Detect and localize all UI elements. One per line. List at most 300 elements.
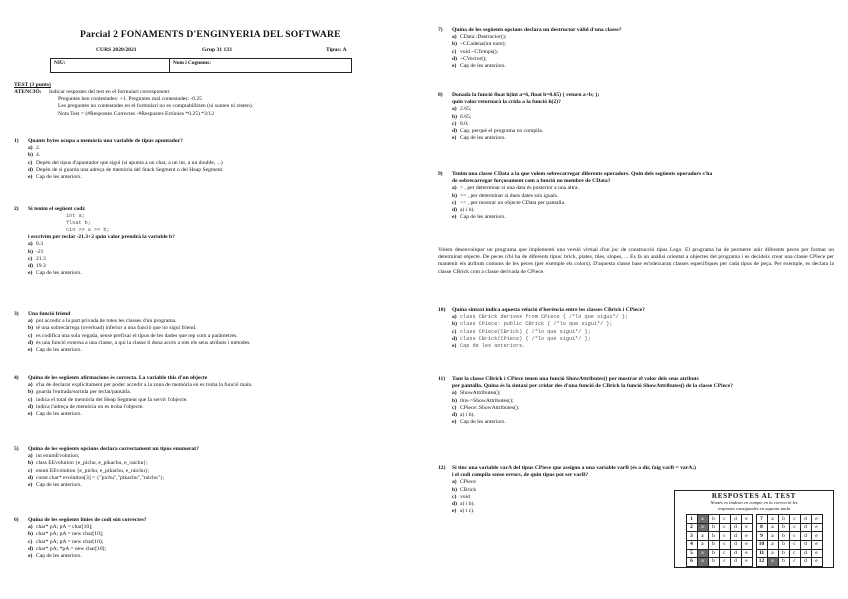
- question-text: Quina de les següents afirmacions és correcta. La variable this d'un objecte: [28, 375, 208, 381]
- option-text: 2.65;: [460, 106, 472, 113]
- name-field[interactable]: Nom i Cognoms:: [170, 59, 352, 73]
- option-letter: c): [28, 538, 33, 545]
- option-letter: a): [452, 479, 457, 486]
- answer-cell[interactable]: a: [767, 532, 778, 541]
- answer-option[interactable]: [14, 270, 410, 277]
- option-text: 19.3: [36, 263, 46, 270]
- option-text: 2.: [36, 145, 41, 152]
- option-text: és una funció externa a una classe, a qui la classe li dona accés a tots els seus atributs i mètodes.: [36, 339, 251, 346]
- question-text: Si tenim el següent codi:: [28, 206, 86, 212]
- answer-cell[interactable]: a: [767, 515, 778, 524]
- option-letter: c): [452, 493, 457, 500]
- option-text: s'ha de declarar explícitament per poder accedir a la zona de memòria en es troba la funció main.: [36, 382, 253, 389]
- option-text: a) i b).: [460, 207, 475, 214]
- answer-cell[interactable]: e: [741, 515, 752, 524]
- question-number-cell: 12: [756, 558, 767, 567]
- option-text: CBrick: [460, 486, 477, 493]
- option-text: char* pA; pA = new char(10);: [36, 538, 104, 545]
- answer-cell[interactable]: c: [719, 532, 730, 541]
- question-number-cell: 4: [686, 540, 697, 549]
- answer-cell[interactable]: d: [800, 523, 811, 532]
- answer-option[interactable]: [14, 546, 410, 553]
- answer-option[interactable]: [438, 114, 834, 121]
- option-text: class EEvolution {e_pichu, e_pikachu, e_raichu};: [36, 460, 148, 467]
- option-letter: a): [28, 241, 33, 248]
- answer-option[interactable]: [14, 333, 410, 340]
- answer-option[interactable]: [14, 340, 410, 347]
- option-letter: e): [28, 411, 33, 418]
- question-1: [14, 138, 410, 181]
- question-number: 11): [438, 376, 446, 382]
- option-letter: b): [28, 389, 33, 396]
- responses-row: [686, 523, 822, 532]
- question-4: [14, 375, 410, 418]
- answer-cell[interactable]: b: [778, 532, 789, 541]
- question-7: [438, 27, 834, 70]
- exam-title: Parcial 2 FONAMENTS D'ENGINYERIA DEL SOFTWARE: [80, 29, 341, 40]
- option-letter: b): [452, 321, 457, 328]
- answer-cell[interactable]: e: [811, 532, 822, 541]
- option-text: enum EEvolution {e_pichu, e_pikachu, e_raichu};: [36, 467, 150, 474]
- option-text: pot accedir a la part privada de totes les classes d'un programa.: [36, 318, 177, 325]
- answer-option[interactable]: [14, 347, 410, 354]
- option-letter: c): [452, 404, 457, 411]
- option-text: 0.3: [36, 241, 43, 248]
- attention-line: Preguntes ben contestades: +1. Preguntes mal contestades: -0.25: [58, 96, 203, 103]
- question-2: [14, 206, 410, 277]
- option-letter: b): [452, 397, 457, 404]
- option-text: void ~CTemps();: [460, 48, 499, 55]
- answer-option[interactable]: [438, 390, 834, 397]
- answer-cell[interactable]: d: [730, 540, 741, 549]
- answer-option[interactable]: [14, 167, 410, 174]
- option-letter: a): [452, 314, 457, 321]
- answer-cell[interactable]: c: [719, 515, 730, 524]
- question-number: 7): [438, 27, 443, 33]
- option-text: class CBrick(CPiece) { /*lo que sigui*/ };: [460, 335, 591, 342]
- option-text: ~CCadena(int num);: [460, 41, 507, 48]
- option-letter: b): [28, 460, 33, 467]
- option-text: Cap de les anteriors.: [36, 411, 82, 418]
- option-text: a) i c).: [460, 508, 475, 515]
- answer-cell[interactable]: e: [811, 558, 822, 567]
- answer-cell[interactable]: b: [708, 540, 719, 549]
- question-number: 10): [438, 307, 446, 313]
- answer-cell[interactable]: a: [697, 558, 708, 567]
- option-text: CData::Destructor();: [460, 34, 507, 41]
- answer-cell[interactable]: a: [697, 549, 708, 558]
- answer-option[interactable]: [14, 531, 410, 538]
- question-text: Quina sintaxi indica aquesta relació d'herència entre les classes CBrick i CPiece?: [452, 307, 645, 313]
- option-text: guarda l'entrada/sortida per teclat/pantalla.: [36, 389, 132, 396]
- answer-cell[interactable]: b: [778, 558, 789, 567]
- answer-cell[interactable]: e: [811, 540, 822, 549]
- answer-cell[interactable]: a: [767, 540, 778, 549]
- option-letter: e): [28, 347, 33, 354]
- answer-option[interactable]: [438, 336, 834, 343]
- option-text: indica l'adreça de memòria on es troba l'objecte.: [36, 403, 144, 410]
- answer-option[interactable]: [438, 214, 834, 221]
- answer-cell[interactable]: d: [730, 523, 741, 532]
- course-label: CURS 2020/2021: [96, 47, 137, 53]
- answer-cell[interactable]: e: [811, 549, 822, 558]
- answer-cell[interactable]: b: [778, 549, 789, 558]
- answer-cell[interactable]: c: [789, 523, 800, 532]
- answer-cell[interactable]: d: [800, 540, 811, 549]
- question-text-cont: per pantalla. Quina és la sintaxi per cridar des d'una funció de CBrick la funció ShowAttributes() de la classe CPiece?: [452, 383, 733, 390]
- answer-cell[interactable]: c: [789, 558, 800, 567]
- group-label: Grup 31 133: [202, 47, 232, 53]
- option-letter: a): [452, 106, 457, 113]
- option-text: indica el total de memòria del Heap Segment que fa servir l'objecte.: [36, 396, 188, 403]
- answer-option[interactable]: [438, 419, 834, 426]
- answer-option[interactable]: [14, 152, 410, 159]
- question-10: [438, 307, 834, 350]
- answer-option[interactable]: [14, 325, 410, 332]
- option-text: 21.3: [36, 255, 46, 262]
- option-letter: d): [452, 335, 457, 342]
- question-number-cell: 11: [756, 549, 767, 558]
- answer-cell[interactable]: c: [789, 540, 800, 549]
- option-text: 8.0;: [460, 120, 469, 127]
- answer-cell[interactable]: c: [719, 523, 730, 532]
- answer-cell[interactable]: a: [697, 523, 708, 532]
- question-text: Tant la classe CBrick i CPiece tenen una funció ShowAttributes() per mostrar el valor dels seus atributs: [452, 376, 699, 382]
- option-letter: d): [452, 207, 457, 214]
- option-text: Cap de les anteriors.: [460, 343, 526, 350]
- answer-cell[interactable]: b: [778, 515, 789, 524]
- question-text-cont: de sobrecarregar forçosament com a funció no membre de CData?: [452, 178, 611, 185]
- option-letter: d): [28, 339, 33, 346]
- answer-option[interactable]: [438, 106, 834, 113]
- answer-option[interactable]: [438, 185, 834, 192]
- answer-option[interactable]: [438, 63, 834, 70]
- option-letter: e): [452, 419, 457, 426]
- responses-row: [686, 549, 822, 558]
- question-text: Donada la funció float h(int a=6, float b=0.65) { return a+b; };: [452, 92, 600, 98]
- option-text: class CBrick derives from CPiece { /*lo que sigui*/ };: [460, 314, 629, 321]
- question-number: 4): [14, 375, 19, 381]
- question-5: [14, 446, 410, 489]
- responses-row: [686, 515, 822, 524]
- answer-option[interactable]: [438, 41, 834, 48]
- option-text: CPiece: [460, 479, 476, 486]
- question-number: 2): [14, 206, 19, 212]
- question-text: Si tinc una variable varA del tipus CPiece que assigno a una variable varB (és a dir, faig varB = varA;): [452, 465, 696, 471]
- answer-cell[interactable]: c: [789, 549, 800, 558]
- option-text: void: [460, 493, 470, 500]
- answer-cell[interactable]: c: [719, 549, 730, 558]
- option-letter: b): [28, 248, 33, 255]
- answer-cell[interactable]: d: [800, 558, 811, 567]
- question-number-cell: 10: [756, 540, 767, 549]
- question-number: 6): [14, 517, 19, 523]
- question-text-cont: i el codi compila sense errors, de quin tipus pot ser varB?: [452, 472, 589, 479]
- question-number-cell: 9: [756, 532, 767, 541]
- option-text: es codifica una sola vegada, sense prefixar el tipus de les dades que rep com a paràmetres.: [36, 332, 238, 339]
- responses-row: [686, 532, 822, 541]
- question-9: [438, 171, 834, 221]
- answer-option[interactable]: [14, 404, 410, 411]
- question-number: 12): [438, 465, 446, 471]
- responses-box: [674, 490, 834, 568]
- option-text: Cap de les anteriors.: [36, 174, 82, 181]
- option-letter: a): [452, 390, 457, 397]
- option-text: Cap de les anteriors.: [36, 270, 82, 277]
- option-text: Cap de les anteriors.: [36, 482, 82, 489]
- responses-title: RESPOSTES AL TEST: [711, 492, 797, 500]
- answer-cell[interactable]: c: [789, 532, 800, 541]
- answer-cell[interactable]: a: [697, 515, 708, 524]
- option-text: class CPiece(CBrick) { /*lo que sigui*/ };: [460, 328, 591, 335]
- answer-cell[interactable]: e: [741, 540, 752, 549]
- option-text: char* pA; pA = char[10];: [36, 524, 93, 531]
- option-text: -21: [36, 248, 44, 255]
- option-letter: a): [28, 145, 33, 152]
- option-text: char* pA; *pA = new char[10];: [36, 545, 107, 552]
- responses-note: Només es tindran en compte en la correcció les: [710, 500, 798, 506]
- question-number-cell: 5: [686, 549, 697, 558]
- option-letter: c): [28, 396, 33, 403]
- answer-cell[interactable]: d: [730, 515, 741, 524]
- answer-option[interactable]: [14, 460, 410, 467]
- answer-cell[interactable]: d: [800, 549, 811, 558]
- question-number-cell: 3: [686, 532, 697, 541]
- option-letter: c): [452, 199, 457, 206]
- option-text: Cap, perquè el programa no compila.: [460, 128, 544, 135]
- option-letter: e): [28, 174, 33, 181]
- option-text: int enumEvolution;: [36, 453, 80, 460]
- answer-cell[interactable]: c: [719, 558, 730, 567]
- answer-cell[interactable]: a: [697, 532, 708, 541]
- niu-field[interactable]: NIU:: [51, 59, 170, 73]
- option-letter: a): [28, 318, 33, 325]
- answer-cell[interactable]: e: [741, 549, 752, 558]
- question-text: Quina de les següents opcions declara correctament un tipus enumerat?: [28, 446, 199, 452]
- question-11: [438, 376, 834, 426]
- option-letter: d): [28, 545, 33, 552]
- question-text: Tenim una classe CData a la que volem sobrecarregar diferents operadors. Quin dels següents operadors s'ha: [452, 171, 713, 177]
- option-letter: a): [452, 34, 457, 41]
- option-letter: b): [452, 113, 457, 120]
- answer-option[interactable]: [438, 49, 834, 56]
- option-letter: d): [452, 501, 457, 508]
- option-text: << , per mostrar un objecte CData per pantalla.: [460, 199, 566, 206]
- answer-cell[interactable]: b: [778, 523, 789, 532]
- answer-option[interactable]: [14, 482, 410, 489]
- question-number-cell: 1: [686, 515, 697, 524]
- answer-option[interactable]: [14, 397, 410, 404]
- question-number-cell: 6: [686, 558, 697, 567]
- answer-cell[interactable]: d: [800, 515, 811, 524]
- option-text: ShowAttributes();: [460, 390, 501, 397]
- option-letter: b): [452, 192, 457, 199]
- option-letter: d): [452, 55, 457, 62]
- option-text: a) i b).: [460, 501, 475, 508]
- question-3: [14, 311, 410, 354]
- answer-option[interactable]: [438, 56, 834, 63]
- answer-option[interactable]: [14, 411, 410, 418]
- option-text: this->ShowAttributes();: [460, 397, 514, 404]
- option-text: char* pA; pA = new char[10];: [36, 531, 104, 538]
- code-line: int a;: [66, 213, 85, 220]
- answer-cell[interactable]: c: [789, 515, 800, 524]
- question-text: Quina de les següents opcions declara un destructor vàlid d'una classe?: [452, 27, 622, 33]
- attention-line: Nota Test = (#Respostes Correctes -#Respostes Errònies *0.25) *3/12: [58, 110, 214, 117]
- answer-cell[interactable]: e: [741, 523, 752, 532]
- answer-option[interactable]: [438, 398, 834, 405]
- answer-cell[interactable]: a: [697, 540, 708, 549]
- option-letter: a): [28, 524, 33, 531]
- option-text: Cap de les anteriors.: [460, 63, 506, 70]
- option-letter: c): [452, 120, 457, 127]
- option-letter: b): [452, 41, 457, 48]
- option-text: > , per determinar si una data és posterior a una altra.: [460, 185, 579, 192]
- question-number: 3): [14, 311, 19, 317]
- option-letter: d): [28, 166, 33, 173]
- lego-context-paragraph: Volem desenvolupar un programa que implementi una versió virtual d'un joc de construcció tipus Lego. El programa ha de permetre unir diferents peces per formar un determinat objecte. De peces n'hi ha de diferents tipus: brick, plates, tiles, slopes, ... Es fa un anàlisi orientat a objectes del programa i es decideix crear una classe CPiece per mantenir els atributs comuns de les peces (per exemple els colors). D'aquesta classe base es'ndeixaran classes específiques per cada tipus de peça. Per exemple, es declara la classe CBrick com a classe derivada de CPiece.: [438, 247, 834, 275]
- option-letter: e): [452, 63, 457, 70]
- option-letter: c): [28, 255, 33, 262]
- attention-line: Les preguntes no contestades en el formulari no es comptabilitzen (ni sumen ni resten).: [58, 103, 254, 110]
- answer-cell[interactable]: d: [730, 558, 741, 567]
- question-number: 9): [438, 171, 443, 177]
- option-letter: a): [28, 382, 33, 389]
- answer-cell[interactable]: b: [708, 532, 719, 541]
- responses-grid: [686, 514, 823, 567]
- question-number: 5): [14, 446, 19, 452]
- option-text: Depèn del tipus d'apuntador que sigui (si apunta a un char, a un int, a un double, ...): [36, 159, 223, 166]
- option-letter: a): [28, 453, 33, 460]
- answer-option[interactable]: [14, 145, 410, 152]
- question-number-cell: 2: [686, 523, 697, 532]
- question-text-cont: i escrivim per teclat -21.3+2 quin valor prendrà la variable b?: [28, 234, 175, 241]
- responses-row: [686, 558, 822, 567]
- option-letter: b): [452, 486, 457, 493]
- answer-cell[interactable]: a: [767, 558, 778, 567]
- question-text: Una funció friend: [28, 311, 71, 317]
- option-text: a) i b).: [460, 412, 475, 419]
- answer-option[interactable]: [438, 135, 834, 142]
- answer-option[interactable]: [14, 539, 410, 546]
- question-text-cont: quin valor retornarà la crida a la funció h(2)?: [452, 99, 561, 106]
- answer-cell[interactable]: d: [800, 532, 811, 541]
- option-letter: c): [452, 328, 457, 335]
- answer-option[interactable]: [438, 405, 834, 412]
- answer-option[interactable]: [14, 174, 410, 181]
- question-number-cell: 8: [756, 523, 767, 532]
- option-letter: c): [28, 467, 33, 474]
- option-text: té una sobrecàrrega (overload) inferior a una funció que no sigui friend.: [36, 325, 197, 332]
- option-letter: d): [452, 412, 457, 419]
- question-text: Quina de les següents línies de codi són correctes?: [28, 517, 147, 523]
- option-letter: c): [28, 159, 33, 166]
- answer-option[interactable]: [438, 479, 834, 486]
- option-text: class CPiece: public CBrick { /*lo que sigui*/ };: [460, 321, 613, 328]
- option-letter: d): [28, 263, 33, 270]
- answer-cell[interactable]: b: [708, 558, 719, 567]
- option-letter: e): [28, 553, 33, 560]
- option-letter: b): [28, 152, 33, 159]
- responses-row: [686, 540, 822, 549]
- answer-option[interactable]: [438, 121, 834, 128]
- option-text: CPiece::ShowAttributes();: [460, 404, 520, 411]
- answer-cell[interactable]: e: [741, 558, 752, 567]
- answer-cell[interactable]: c: [719, 540, 730, 549]
- question-number-cell: 7: [756, 515, 767, 524]
- option-text: Cap de les anteriors.: [460, 214, 506, 221]
- answer-option[interactable]: [14, 475, 410, 482]
- option-letter: e): [452, 508, 457, 515]
- answer-option[interactable]: [14, 256, 410, 263]
- type-label: Tipus: A: [326, 47, 347, 53]
- answer-option[interactable]: [14, 468, 410, 475]
- answer-cell[interactable]: a: [767, 549, 778, 558]
- option-letter: c): [28, 332, 33, 339]
- answer-option[interactable]: [14, 389, 410, 396]
- attention-label: ATENCIÓ:: [14, 89, 42, 95]
- answer-cell[interactable]: b: [708, 549, 719, 558]
- question-number: 1): [14, 138, 19, 144]
- answer-option[interactable]: [14, 553, 410, 560]
- answer-cell[interactable]: b: [708, 515, 719, 524]
- test-title: TEST (3 punts): [14, 82, 51, 88]
- option-text: Cap de les anteriors.: [460, 419, 506, 426]
- answer-option[interactable]: [14, 241, 410, 248]
- option-text: Cap de les anteriors.: [36, 347, 82, 354]
- answer-cell[interactable]: d: [730, 549, 741, 558]
- option-letter: e): [452, 135, 457, 142]
- answer-option[interactable]: [438, 329, 834, 336]
- answer-cell[interactable]: e: [811, 515, 822, 524]
- question-number: 8): [438, 92, 443, 98]
- option-letter: e): [28, 482, 33, 489]
- option-letter: a): [452, 185, 457, 192]
- option-text: == , per determinar si dues dates són iguals.: [460, 192, 559, 199]
- option-text: Cap de les anteriors.: [460, 135, 506, 142]
- option-letter: b): [28, 531, 33, 538]
- answer-cell[interactable]: e: [741, 532, 752, 541]
- answer-option[interactable]: [14, 249, 410, 256]
- answer-cell[interactable]: e: [811, 523, 822, 532]
- answer-option[interactable]: [14, 160, 410, 167]
- option-letter: d): [28, 474, 33, 481]
- option-letter: d): [28, 403, 33, 410]
- option-text: const char* evolution[3] = {"pichu","pikachu","raichu"};: [36, 474, 165, 481]
- answer-option[interactable]: [438, 193, 834, 200]
- option-text: Depèn de si guarda una adreça de memòria del Stack Segment o del Heap Segment.: [36, 166, 224, 173]
- answer-option[interactable]: [438, 200, 834, 207]
- student-info-table: [50, 58, 352, 73]
- answer-cell[interactable]: b: [778, 540, 789, 549]
- code-line: float b;: [66, 220, 91, 227]
- question-6: [14, 517, 410, 560]
- option-letter: e): [452, 343, 457, 350]
- answer-cell[interactable]: d: [730, 532, 741, 541]
- answer-cell[interactable]: a: [767, 523, 778, 532]
- responses-note: respostes consignades en aquesta taula: [717, 506, 791, 512]
- option-letter: d): [452, 128, 457, 135]
- attention-block: [14, 89, 406, 118]
- option-text: ~CVector();: [460, 55, 487, 62]
- answer-option[interactable]: [438, 343, 834, 350]
- option-letter: c): [452, 48, 457, 55]
- option-letter: e): [28, 270, 33, 277]
- code-line: cin >> a >> b;: [66, 227, 110, 234]
- answer-cell[interactable]: b: [708, 523, 719, 532]
- option-letter: e): [452, 214, 457, 221]
- answer-option[interactable]: [438, 321, 834, 328]
